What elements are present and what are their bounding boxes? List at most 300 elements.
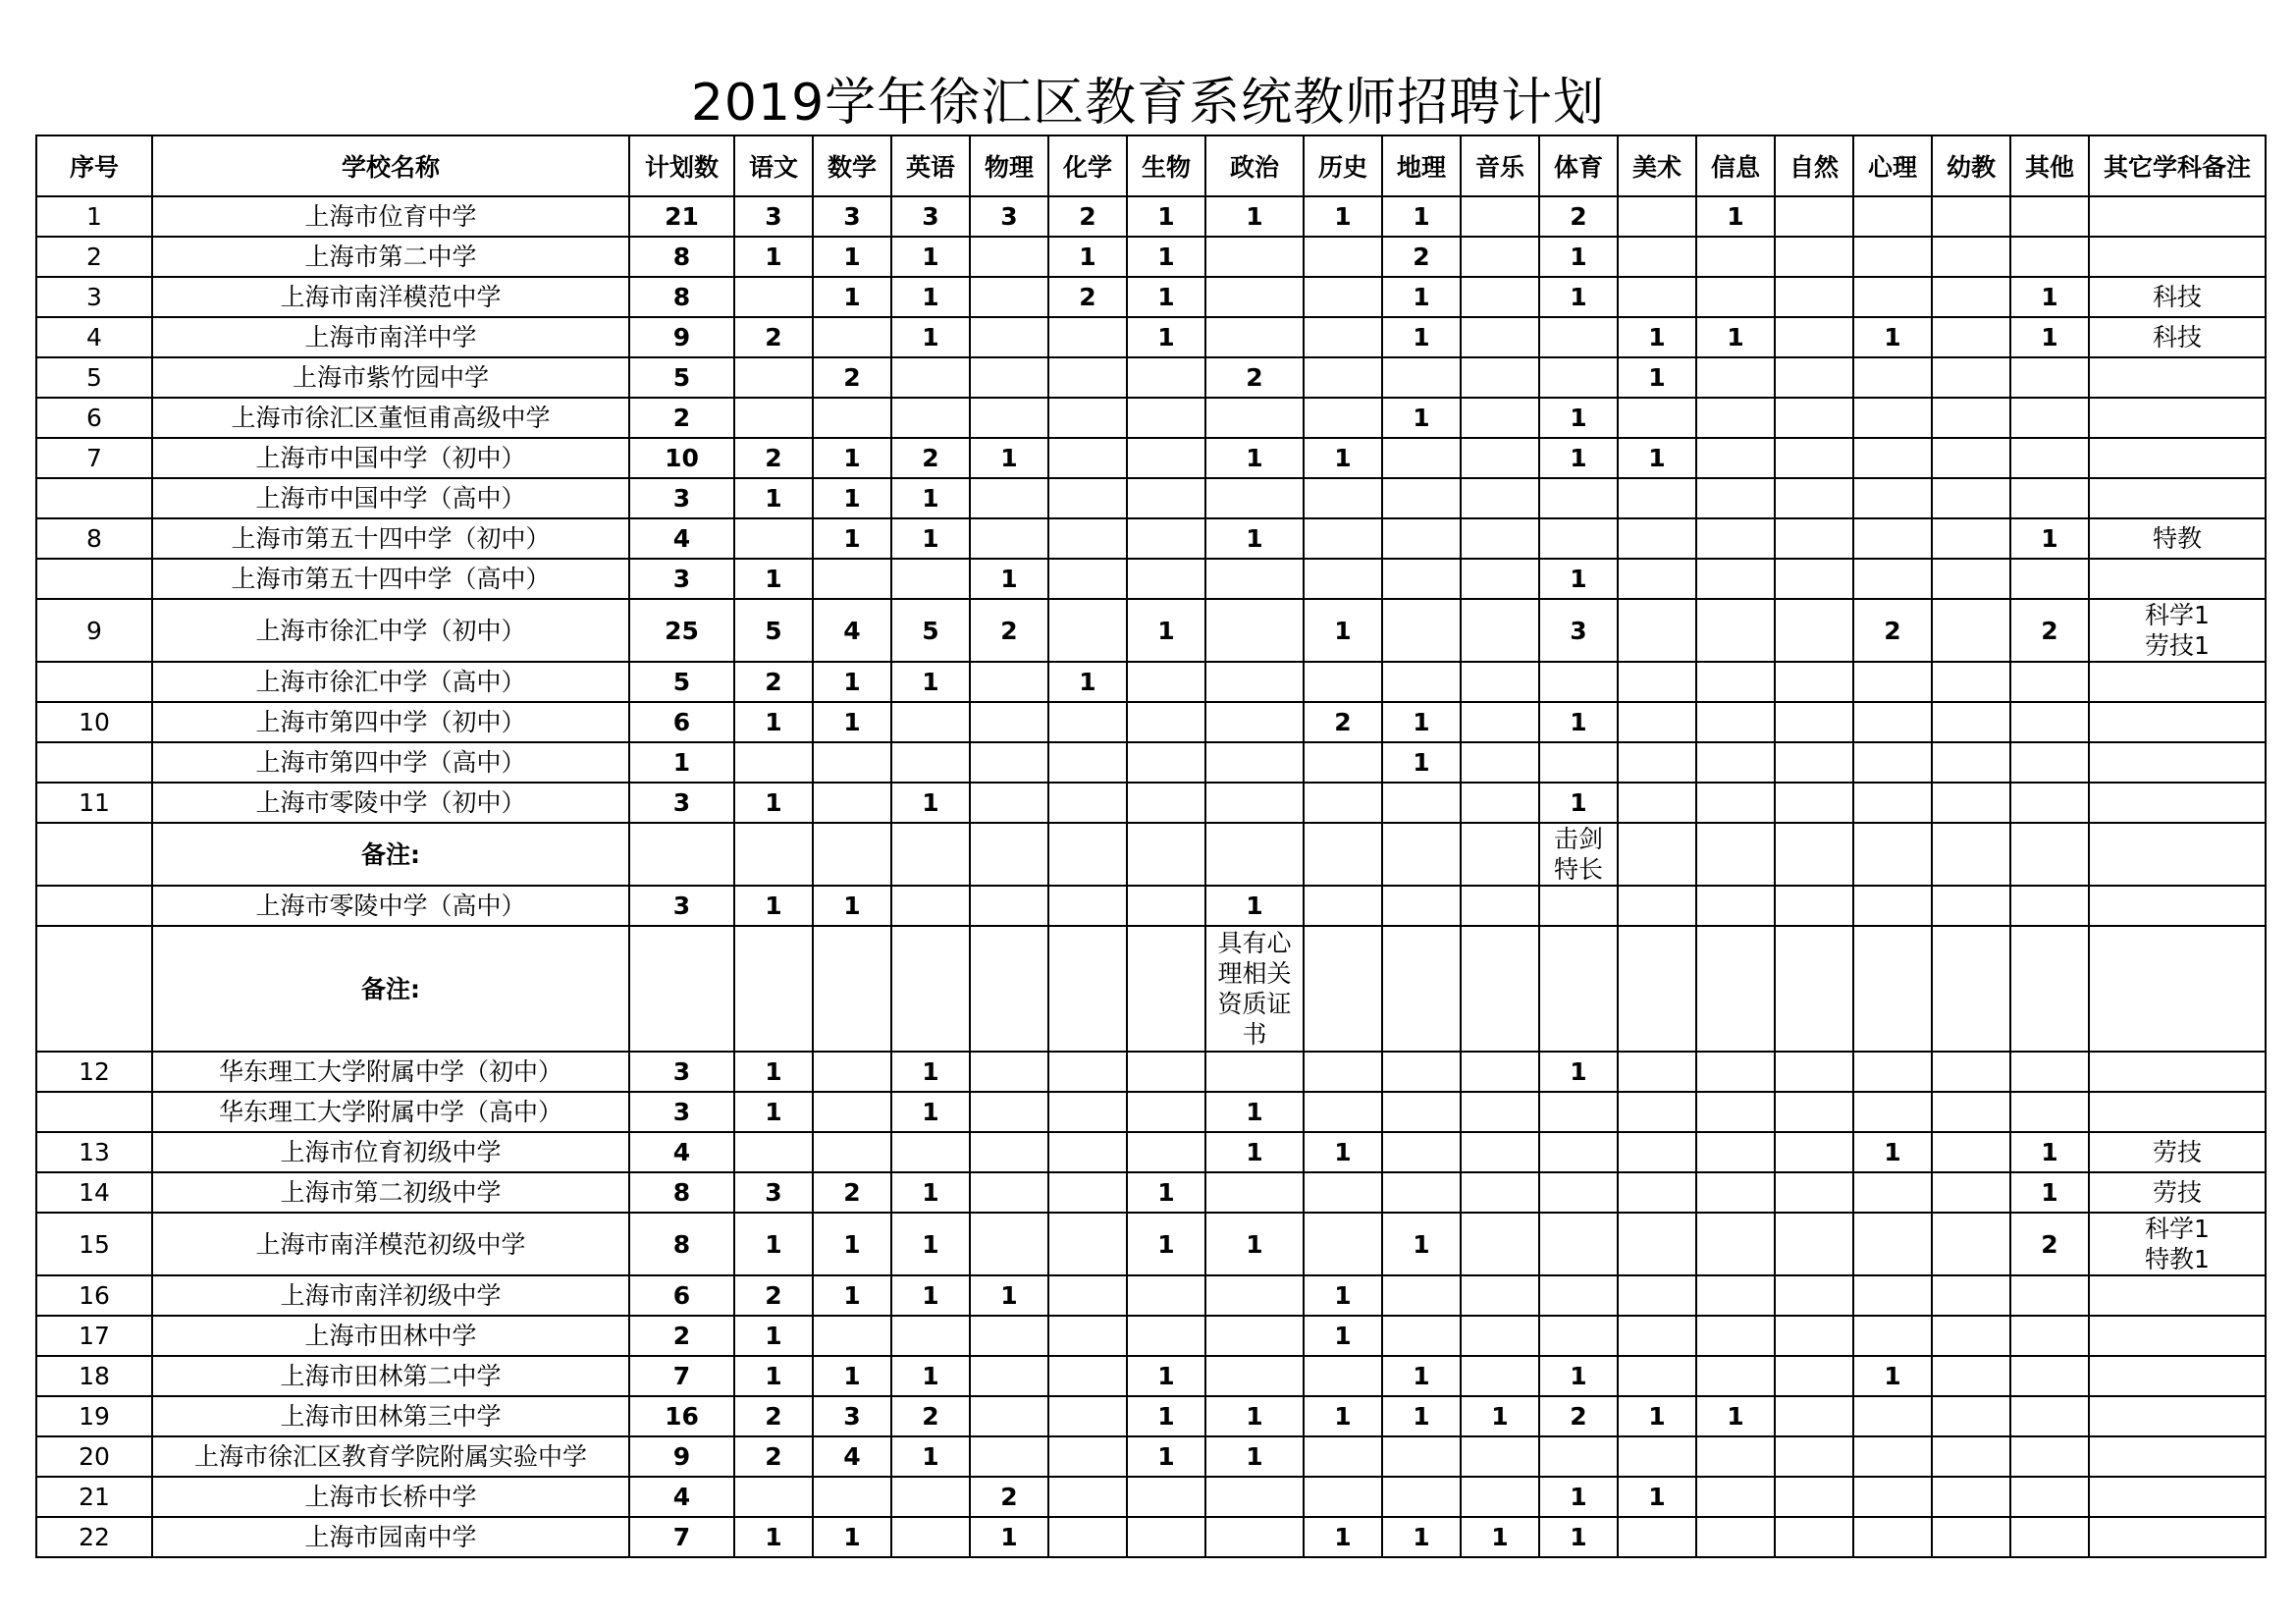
other-subject-remark — [2089, 1316, 2266, 1356]
subject-count — [1382, 886, 1461, 926]
header-cell: 美术 — [1618, 135, 1696, 196]
subject-count: 3 — [734, 196, 813, 237]
subject-count — [1539, 1092, 1618, 1132]
subject-count — [970, 926, 1048, 1052]
subject-count: 1 — [1205, 518, 1304, 559]
table-row — [36, 478, 2266, 518]
subject-count: 1 — [1696, 317, 1775, 357]
subject-count — [1461, 886, 1539, 926]
subject-count — [2010, 196, 2089, 237]
subject-count: 1 — [2010, 1132, 2089, 1172]
subject-count — [891, 742, 970, 783]
subject-count — [1618, 702, 1696, 742]
subject-count: 2 — [1048, 196, 1127, 237]
subject-count: 1 — [813, 1275, 891, 1316]
subject-count — [1127, 1316, 1205, 1356]
subject-count: 1 — [734, 478, 813, 518]
subject-count — [1382, 1436, 1461, 1477]
subject-count — [1696, 478, 1775, 518]
row-seq — [36, 662, 152, 702]
subject-count — [970, 1172, 1048, 1213]
subject-count — [1853, 1213, 1932, 1275]
subject-count — [1853, 783, 1932, 823]
header-cell: 化学 — [1048, 135, 1127, 196]
subject-count — [1461, 317, 1539, 357]
subject-count — [970, 478, 1048, 518]
subject-count: 2 — [2010, 1213, 2089, 1275]
subject-count: 4 — [813, 1436, 891, 1477]
subject-count — [1696, 662, 1775, 702]
subject-count: 1 — [734, 1316, 813, 1356]
subject-count — [1696, 398, 1775, 438]
other-subject-remark — [2089, 438, 2266, 478]
subject-count: 1 — [970, 1275, 1048, 1316]
other-subject-remark — [2089, 702, 2266, 742]
subject-count — [1461, 1356, 1539, 1396]
subject-count — [1127, 478, 1205, 518]
school-name: 上海市长桥中学 — [152, 1477, 629, 1517]
school-name: 上海市园南中学 — [152, 1517, 629, 1557]
subject-count: 1 — [1461, 1517, 1539, 1557]
school-name: 上海市位育中学 — [152, 196, 629, 237]
subject-count — [1932, 926, 2010, 1052]
subject-count — [2010, 438, 2089, 478]
subject-count — [1205, 1316, 1304, 1356]
subject-count — [1696, 1052, 1775, 1092]
subject-count — [1304, 559, 1382, 599]
subject-count — [1461, 1436, 1539, 1477]
school-name: 上海市徐汇中学（初中） — [152, 599, 629, 662]
subject-count — [1932, 518, 2010, 559]
note-row — [36, 823, 2266, 886]
subject-count — [734, 277, 813, 317]
subject-count: 5 — [891, 599, 970, 662]
subject-count — [1461, 1052, 1539, 1092]
subject-count — [1205, 478, 1304, 518]
school-name: 上海市南洋初级中学 — [152, 1275, 629, 1316]
subject-count — [1853, 1316, 1932, 1356]
plan-total: 9 — [629, 1436, 734, 1477]
plan-total: 8 — [629, 237, 734, 277]
subject-count — [1127, 559, 1205, 599]
plan-total: 3 — [629, 478, 734, 518]
row-seq — [36, 823, 152, 886]
subject-count — [1205, 702, 1304, 742]
school-name: 华东理工大学附属中学（高中） — [152, 1092, 629, 1132]
subject-count: 1 — [1304, 1275, 1382, 1316]
subject-count — [1853, 438, 1932, 478]
subject-count — [1775, 599, 1853, 662]
subject-count — [2010, 926, 2089, 1052]
document-title: 2019学年徐汇区教育系统教师招聘计划 — [690, 74, 1606, 133]
plan-total: 4 — [629, 518, 734, 559]
subject-count — [1775, 277, 1853, 317]
subject-count: 1 — [1539, 398, 1618, 438]
subject-count — [970, 1213, 1048, 1275]
subject-count: 1 — [1382, 742, 1461, 783]
subject-count: 1 — [1539, 1052, 1618, 1092]
subject-count: 1 — [734, 1517, 813, 1557]
subject-count — [1853, 398, 1932, 438]
subject-count — [970, 886, 1048, 926]
header-cell: 幼教 — [1932, 135, 2010, 196]
subject-count — [1127, 518, 1205, 559]
subject-count — [1127, 662, 1205, 702]
subject-count — [1382, 662, 1461, 702]
subject-count: 3 — [813, 1396, 891, 1436]
subject-count: 1 — [1127, 1396, 1205, 1436]
subject-count: 1 — [1539, 1477, 1618, 1517]
subject-count — [1461, 662, 1539, 702]
subject-count — [813, 783, 891, 823]
subject-count — [1853, 823, 1932, 886]
subject-count: 1 — [1382, 398, 1461, 438]
subject-count — [1304, 237, 1382, 277]
subject-count: 1 — [891, 783, 970, 823]
row-seq: 17 — [36, 1316, 152, 1356]
subject-count — [1304, 1436, 1382, 1477]
subject-count — [970, 357, 1048, 398]
subject-count — [1932, 1396, 2010, 1436]
subject-count — [1048, 1172, 1127, 1213]
subject-count: 2 — [1304, 702, 1382, 742]
subject-count: 1 — [1127, 599, 1205, 662]
subject-count — [1539, 886, 1618, 926]
subject-count — [1775, 823, 1853, 886]
subject-count — [970, 317, 1048, 357]
subject-count — [1932, 559, 2010, 599]
table-row — [36, 1172, 2266, 1213]
subject-count — [1775, 1477, 1853, 1517]
subject-count: 2 — [734, 438, 813, 478]
subject-count: 1 — [1205, 438, 1304, 478]
subject-count — [1048, 1517, 1127, 1557]
row-seq: 1 — [36, 196, 152, 237]
row-seq: 4 — [36, 317, 152, 357]
other-subject-remark — [2089, 1396, 2266, 1436]
subject-count — [1048, 1396, 1127, 1436]
school-name: 上海市第五十四中学（高中） — [152, 559, 629, 599]
row-seq: 6 — [36, 398, 152, 438]
subject-count: 1 — [1205, 1092, 1304, 1132]
subject-count — [1048, 1213, 1127, 1275]
subject-count — [1618, 662, 1696, 702]
table-row — [36, 742, 2266, 783]
subject-count — [1127, 783, 1205, 823]
row-seq: 8 — [36, 518, 152, 559]
subject-count — [1932, 1172, 2010, 1213]
school-name: 上海市徐汇区董恒甫高级中学 — [152, 398, 629, 438]
header-cell: 历史 — [1304, 135, 1382, 196]
subject-count: 1 — [1205, 886, 1304, 926]
subject-count — [891, 357, 970, 398]
subject-count: 2 — [734, 1436, 813, 1477]
row-seq: 7 — [36, 438, 152, 478]
header-cell: 信息 — [1696, 135, 1775, 196]
subject-count: 1 — [813, 277, 891, 317]
subject-count — [1048, 1316, 1127, 1356]
subject-count — [1539, 478, 1618, 518]
school-name: 上海市中国中学（初中） — [152, 438, 629, 478]
plan-total: 5 — [629, 357, 734, 398]
subject-count — [1461, 599, 1539, 662]
table-row — [36, 1052, 2266, 1092]
subject-count — [1382, 783, 1461, 823]
row-seq — [36, 926, 152, 1052]
header-cell: 生物 — [1127, 135, 1205, 196]
subject-count — [1932, 1436, 2010, 1477]
subject-count — [1696, 559, 1775, 599]
subject-count: 1 — [1205, 196, 1304, 237]
subject-count: 1 — [813, 438, 891, 478]
subject-count — [1853, 277, 1932, 317]
subject-count: 1 — [1461, 1396, 1539, 1436]
subject-count — [891, 1132, 970, 1172]
subject-count: 1 — [1853, 1356, 1932, 1396]
subject-count — [970, 1092, 1048, 1132]
subject-count — [1048, 1275, 1127, 1316]
subject-count — [970, 398, 1048, 438]
subject-count — [1539, 1436, 1618, 1477]
subject-count — [1775, 438, 1853, 478]
subject-count: 3 — [1539, 599, 1618, 662]
subject-count — [1775, 1213, 1853, 1275]
subject-count: 2 — [1382, 237, 1461, 277]
subject-count — [1205, 1477, 1304, 1517]
subject-count — [1304, 783, 1382, 823]
subject-count: 1 — [734, 783, 813, 823]
subject-count: 2 — [891, 1396, 970, 1436]
subject-count — [1932, 823, 2010, 886]
subject-count — [1775, 1092, 1853, 1132]
subject-count: 1 — [813, 1356, 891, 1396]
subject-count: 1 — [1539, 1517, 1618, 1557]
plan-total: 6 — [629, 702, 734, 742]
subject-count — [1853, 1275, 1932, 1316]
row-seq — [36, 1092, 152, 1132]
subject-count: 1 — [1382, 702, 1461, 742]
header-cell: 其它学科备注 — [2089, 135, 2266, 196]
subject-count — [1618, 559, 1696, 599]
subject-count — [1696, 1275, 1775, 1316]
subject-count: 1 — [891, 1172, 970, 1213]
subject-count: 1 — [734, 1356, 813, 1396]
header-cell: 体育 — [1539, 135, 1618, 196]
subject-count: 2 — [1205, 357, 1304, 398]
subject-count: 1 — [1853, 317, 1932, 357]
subject-count — [1932, 702, 2010, 742]
subject-count — [1461, 742, 1539, 783]
subject-count — [813, 1052, 891, 1092]
subject-count: 1 — [813, 1517, 891, 1557]
subject-count — [1205, 823, 1304, 886]
other-subject-remark: 科技 — [2089, 277, 2266, 317]
row-seq — [36, 742, 152, 783]
plan-total: 25 — [629, 599, 734, 662]
row-seq: 14 — [36, 1172, 152, 1213]
subject-count — [813, 398, 891, 438]
subject-count: 2 — [970, 599, 1048, 662]
subject-count — [813, 742, 891, 783]
subject-count: 1 — [1304, 1396, 1382, 1436]
subject-count: 2 — [1539, 196, 1618, 237]
row-seq: 18 — [36, 1356, 152, 1396]
subject-count: 2 — [734, 1396, 813, 1436]
subject-count — [1127, 438, 1205, 478]
subject-count — [1461, 1477, 1539, 1517]
subject-count — [1304, 1356, 1382, 1396]
plan-total — [629, 926, 734, 1052]
other-subject-remark — [2089, 1092, 2266, 1132]
table-row — [36, 518, 2266, 559]
subject-count — [1127, 926, 1205, 1052]
plan-total: 4 — [629, 1132, 734, 1172]
subject-count — [1696, 1213, 1775, 1275]
plan-total: 3 — [629, 559, 734, 599]
subject-count — [1932, 1092, 2010, 1132]
subject-count — [1618, 518, 1696, 559]
row-seq: 20 — [36, 1436, 152, 1477]
subject-count: 1 — [1696, 1396, 1775, 1436]
subject-count — [1775, 317, 1853, 357]
subject-count — [1205, 662, 1304, 702]
subject-count — [1853, 886, 1932, 926]
school-name: 上海市第五十四中学（初中） — [152, 518, 629, 559]
subject-count: 1 — [1205, 1213, 1304, 1275]
school-name: 上海市第四中学（初中） — [152, 702, 629, 742]
subject-count — [1932, 886, 2010, 926]
subject-count — [1461, 1213, 1539, 1275]
subject-count — [1775, 196, 1853, 237]
other-subject-remark — [2089, 398, 2266, 438]
subject-count: 1 — [734, 1213, 813, 1275]
subject-count: 3 — [813, 196, 891, 237]
subject-count: 1 — [1127, 317, 1205, 357]
subject-count: 1 — [1382, 196, 1461, 237]
plan-total: 3 — [629, 1052, 734, 1092]
row-seq: 11 — [36, 783, 152, 823]
subject-count — [1461, 196, 1539, 237]
subject-count: 1 — [891, 317, 970, 357]
subject-count — [2010, 559, 2089, 599]
plan-total — [629, 823, 734, 886]
other-subject-remark — [2089, 357, 2266, 398]
subject-count — [1304, 886, 1382, 926]
table-row — [36, 1316, 2266, 1356]
subject-count: 1 — [1304, 196, 1382, 237]
other-subject-remark: 科技 — [2089, 317, 2266, 357]
header-cell: 物理 — [970, 135, 1048, 196]
note-label: 备注: — [152, 823, 629, 886]
subject-count — [1696, 1356, 1775, 1396]
subject-count — [1775, 1275, 1853, 1316]
subject-count: 1 — [1539, 702, 1618, 742]
plan-total: 16 — [629, 1396, 734, 1436]
subject-count — [1382, 1316, 1461, 1356]
subject-count: 1 — [2010, 277, 2089, 317]
subject-count — [1618, 783, 1696, 823]
table-row — [36, 1477, 2266, 1517]
school-name: 上海市徐汇中学（高中） — [152, 662, 629, 702]
subject-count: 1 — [2010, 518, 2089, 559]
subject-count — [1461, 1092, 1539, 1132]
header-cell: 心理 — [1853, 135, 1932, 196]
subject-count — [1853, 1396, 1932, 1436]
subject-count — [1853, 559, 1932, 599]
school-name: 上海市零陵中学（初中） — [152, 783, 629, 823]
subject-count: 2 — [734, 662, 813, 702]
other-subject-remark — [2089, 1275, 2266, 1316]
other-subject-remark: 劳技 — [2089, 1132, 2266, 1172]
subject-count — [1205, 277, 1304, 317]
other-subject-remark: 劳技 — [2089, 1172, 2266, 1213]
subject-note: 具有心 理相关 资质证 书 — [1205, 926, 1304, 1052]
subject-count — [1618, 742, 1696, 783]
table-row — [36, 1092, 2266, 1132]
subject-count — [970, 1436, 1048, 1477]
subject-count — [1205, 1517, 1304, 1557]
plan-total: 6 — [629, 1275, 734, 1316]
subject-count: 1 — [1205, 1396, 1304, 1436]
subject-count — [1127, 1132, 1205, 1172]
subject-count — [1205, 398, 1304, 438]
subject-count — [1539, 926, 1618, 1052]
subject-count — [1932, 196, 2010, 237]
subject-count — [1696, 438, 1775, 478]
other-subject-remark — [2089, 886, 2266, 926]
subject-count — [1775, 662, 1853, 702]
subject-count — [1618, 237, 1696, 277]
subject-count — [1205, 742, 1304, 783]
subject-count — [1696, 357, 1775, 398]
subject-count — [1048, 1092, 1127, 1132]
subject-count — [1618, 886, 1696, 926]
subject-count — [734, 1477, 813, 1517]
subject-count: 1 — [1205, 1436, 1304, 1477]
subject-count: 2 — [1853, 599, 1932, 662]
school-name: 上海市南洋模范初级中学 — [152, 1213, 629, 1275]
header-cell: 学校名称 — [152, 135, 629, 196]
subject-count — [1539, 662, 1618, 702]
subject-count — [1127, 398, 1205, 438]
subject-count — [1775, 1316, 1853, 1356]
subject-count — [1205, 1172, 1304, 1213]
subject-count: 1 — [891, 277, 970, 317]
subject-count — [1775, 783, 1853, 823]
subject-count — [2010, 237, 2089, 277]
note-label: 备注: — [152, 926, 629, 1052]
subject-count: 1 — [1618, 1477, 1696, 1517]
subject-count: 1 — [891, 1213, 970, 1275]
subject-count — [1461, 398, 1539, 438]
plan-total: 4 — [629, 1477, 734, 1517]
subject-count — [1775, 478, 1853, 518]
subject-count — [1048, 783, 1127, 823]
subject-count — [1539, 518, 1618, 559]
subject-count — [1048, 702, 1127, 742]
subject-count — [1539, 317, 1618, 357]
subject-count — [1853, 742, 1932, 783]
subject-count — [1127, 1092, 1205, 1132]
subject-count — [1853, 518, 1932, 559]
subject-count — [1932, 277, 2010, 317]
plan-total: 8 — [629, 1172, 734, 1213]
subject-count — [891, 926, 970, 1052]
school-name: 上海市田林第三中学 — [152, 1396, 629, 1436]
subject-count — [1304, 398, 1382, 438]
subject-count: 1 — [891, 518, 970, 559]
table-row — [36, 599, 2266, 662]
